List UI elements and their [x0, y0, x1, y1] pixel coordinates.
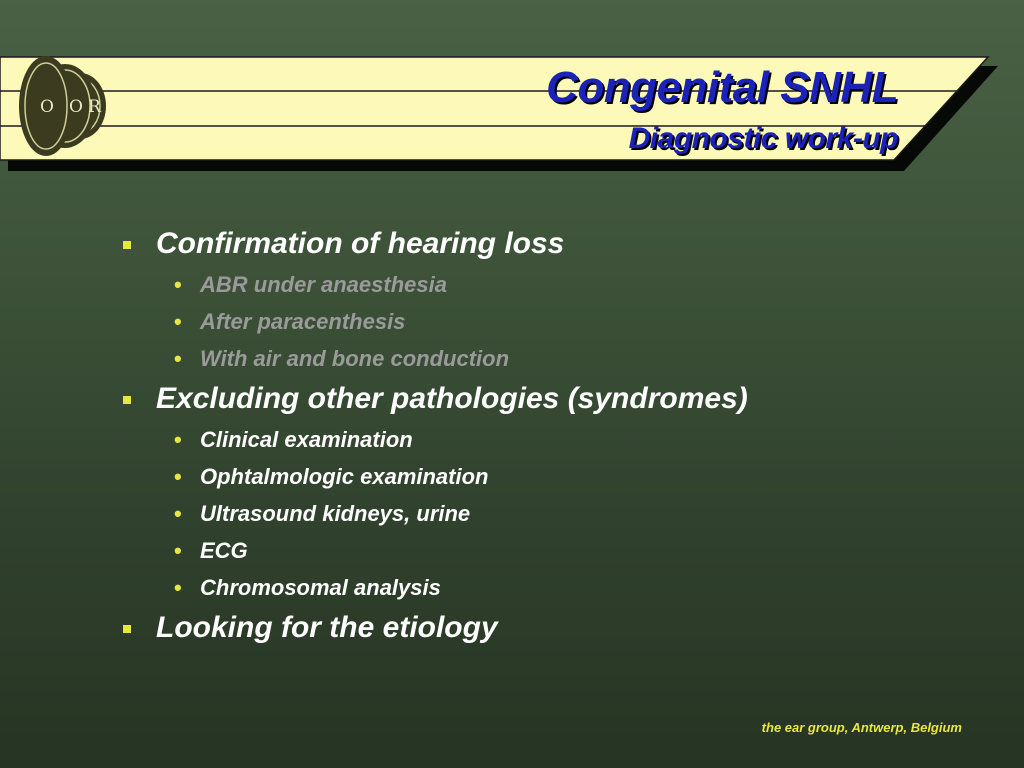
- sub-bullet-item: [120, 495, 1000, 532]
- square-bullet-icon: [123, 396, 131, 404]
- logo-letter-r: R: [88, 97, 101, 117]
- sub-bullet-text: With air and bone conduction: [200, 346, 510, 371]
- dot-bullet-icon: •: [174, 464, 182, 489]
- sub-bullet-item: [120, 421, 1000, 458]
- dot-bullet-icon: •: [174, 538, 182, 563]
- bullet-text: Looking for the etiology: [156, 611, 498, 644]
- sub-bullet-text: Ophtalmologic examination: [200, 464, 489, 489]
- sub-bullet-item: [120, 569, 1000, 606]
- sub-bullet-item: [120, 532, 1000, 569]
- dot-bullet-icon: •: [174, 309, 182, 334]
- logo-letter-o1: O: [40, 97, 54, 117]
- sub-bullet-item: [120, 458, 1000, 495]
- slide-title: Congenital SNHL: [546, 63, 898, 112]
- sub-bullet-item: [120, 266, 1000, 303]
- sub-bullet-item: [120, 303, 1000, 340]
- bullet-text: Excluding other pathologies (syndromes): [156, 382, 748, 415]
- dot-bullet-icon: •: [174, 346, 182, 371]
- sub-bullet-text: Chromosomal analysis: [200, 575, 441, 600]
- bullet-item: [120, 222, 1000, 266]
- bullet-item: [120, 377, 1000, 421]
- square-bullet-icon: [123, 625, 131, 633]
- bullet-item: [120, 606, 1000, 650]
- bullet-text: Confirmation of hearing loss: [156, 227, 565, 260]
- sub-bullet-item: [120, 340, 1000, 377]
- dot-bullet-icon: •: [174, 272, 182, 297]
- sub-bullet-text: ECG: [200, 538, 248, 563]
- sub-bullet-text: After paracenthesis: [200, 309, 406, 334]
- sub-bullet-text: ABR under anaesthesia: [200, 272, 447, 297]
- dot-bullet-icon: •: [174, 575, 182, 600]
- sub-bullet-text: Clinical examination: [200, 427, 413, 452]
- bullet-list: [120, 222, 1000, 650]
- square-bullet-icon: [123, 241, 131, 249]
- dot-bullet-icon: •: [174, 427, 182, 452]
- logo-letter-o2: O: [69, 97, 83, 117]
- slide-subtitle: Diagnostic work-up: [628, 122, 898, 155]
- dot-bullet-icon: •: [174, 501, 182, 526]
- sub-bullet-text: Ultrasound kidneys, urine: [200, 501, 471, 526]
- footer-credit: the ear group, Antwerp, Belgium: [761, 720, 962, 735]
